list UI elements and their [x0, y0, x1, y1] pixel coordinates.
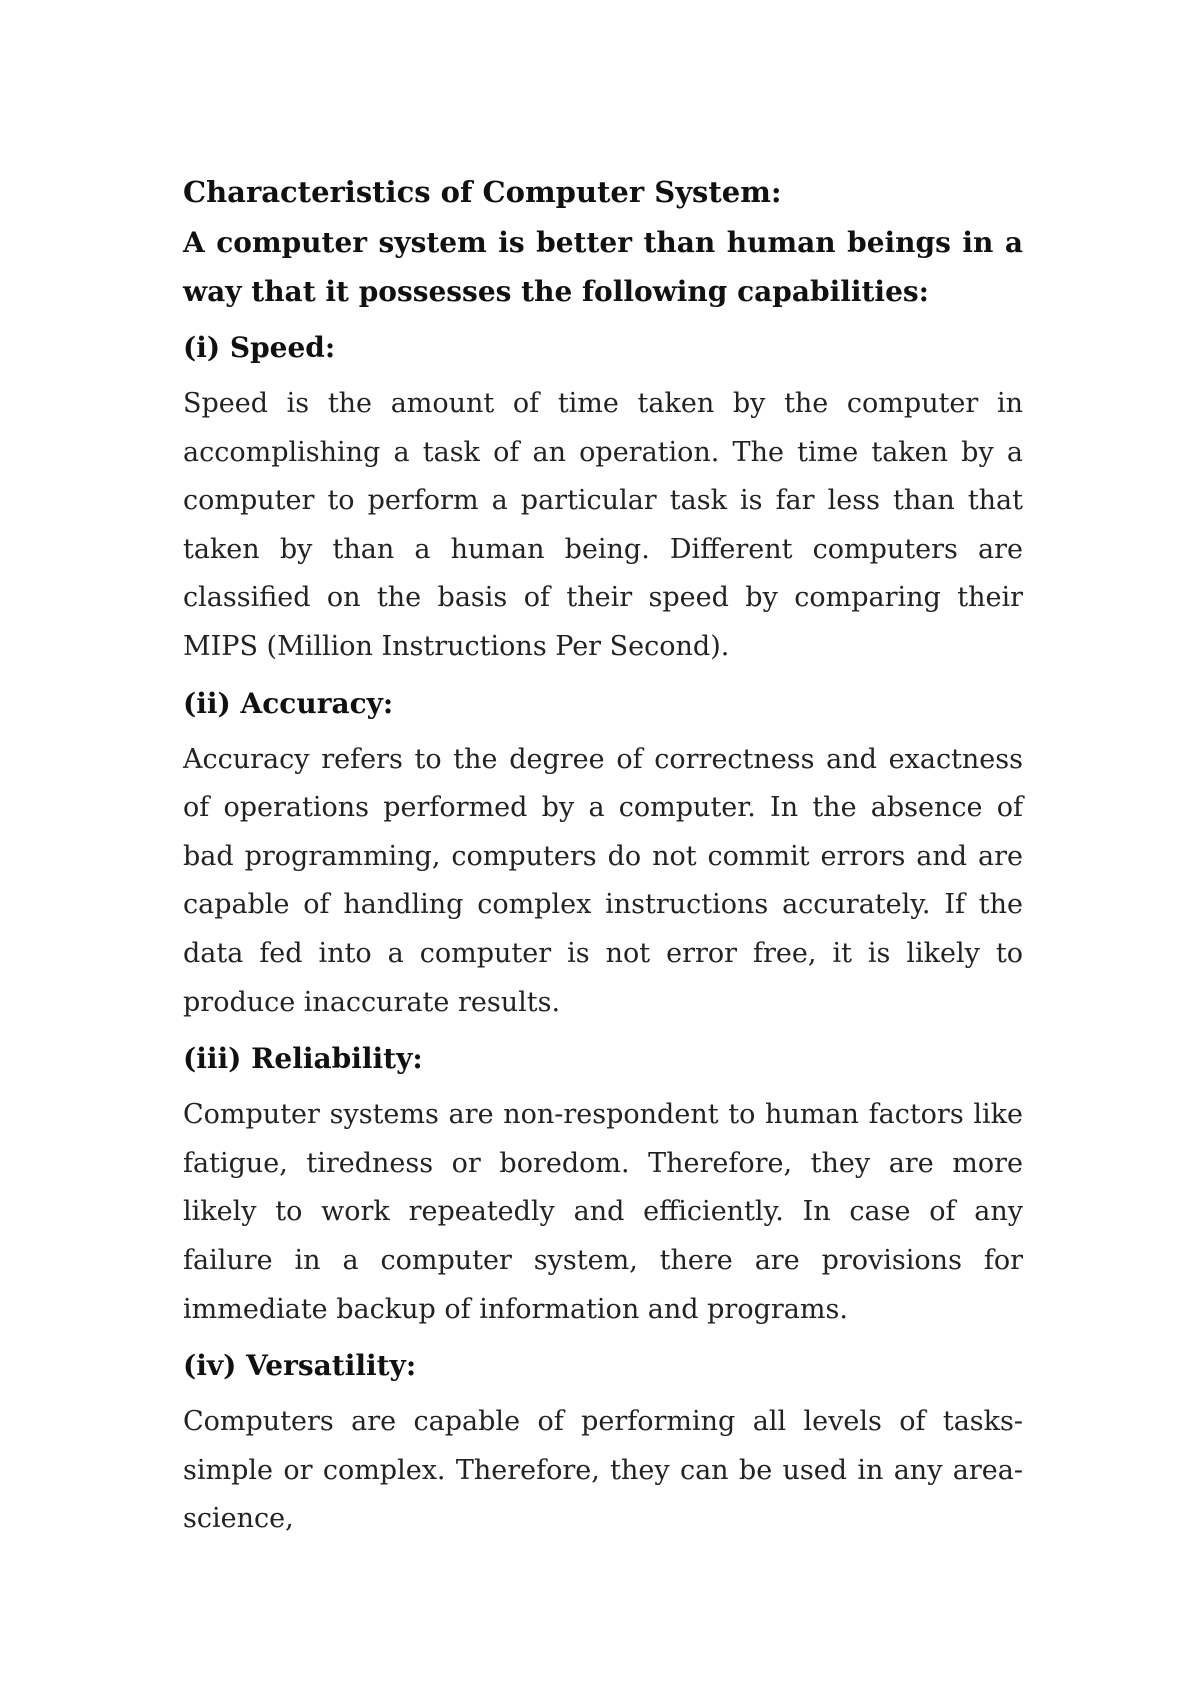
section-heading-reliability: (iii) Reliability:	[183, 1042, 423, 1076]
section-reliability	[183, 1033, 1023, 1334]
section-heading-speed: (i) Speed:	[183, 331, 336, 364]
section-heading-versatility: (iv) Versatility:	[183, 1349, 417, 1383]
document-title: Characteristics of Computer System:	[183, 175, 782, 209]
section-accuracy	[183, 678, 1023, 1028]
section-body-reliability: Computer systems are non-respondent to human factors like fatigue, tiredness or boredom. Therefore, they are more likely to work repeatedly and efficiently. In case of any failure in a computer system, there are provisions for immediate backup of information and programs.	[183, 1099, 1023, 1325]
section-speed	[183, 322, 1023, 672]
document-content	[183, 166, 1023, 1550]
section-body-speed: Speed is the amount of time taken by the computer in accomplishing a task of an operation. The time taken by a computer to perform a particular task is far less than that taken by than a human being. Different computers are classified on the basis of their speed by comparing their MIPS (Million Instructions Per Second).	[183, 388, 1023, 662]
section-body-accuracy: Accuracy refers to the degree of correctness and exactness of operations performed by a computer. In the absence of bad programming, computers do not commit errors and are capable of handling complex instructions accurately. If the data fed into a computer is not error free, it is likely to produce inaccurate results.	[183, 743, 1023, 1018]
section-heading-accuracy: (ii) Accuracy:	[183, 686, 394, 720]
section-body-versatility: Computers are capable of performing all levels of tasks- simple or complex. Therefore, they can be used in any area-science,	[183, 1406, 1023, 1535]
section-versatility	[183, 1340, 1023, 1544]
intro-paragraph: A computer system is better than human beings in a way that it possesses the following capabilities:	[183, 226, 1023, 308]
